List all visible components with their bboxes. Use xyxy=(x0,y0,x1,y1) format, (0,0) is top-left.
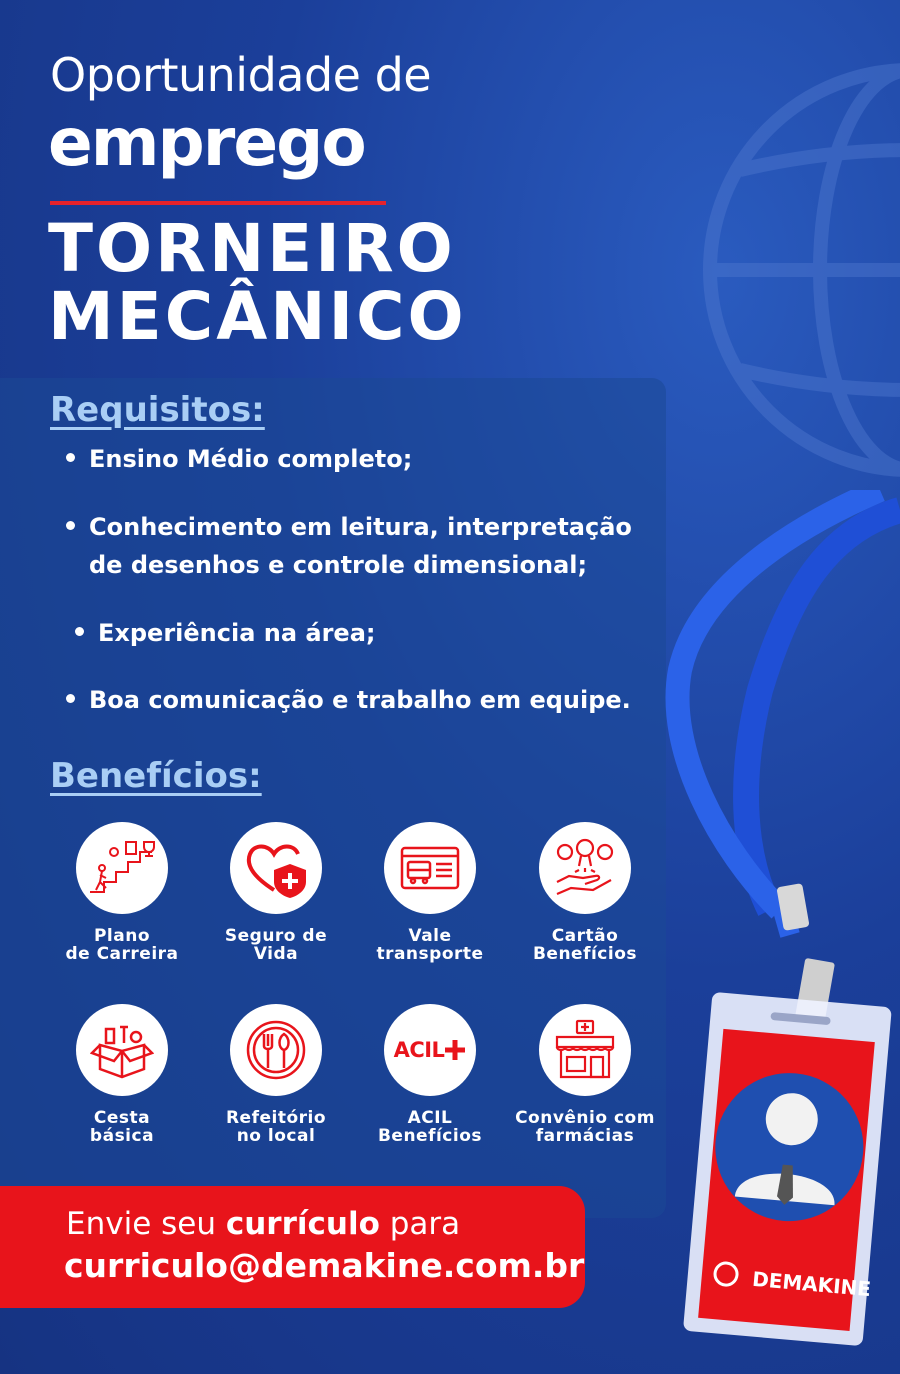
benefit-item xyxy=(355,822,505,963)
heading-line2: emprego xyxy=(48,104,365,181)
id-badge-lanyard-icon xyxy=(640,490,900,1374)
benefits-title: Benefícios: xyxy=(50,756,262,796)
benefit-label: Refeitório no local xyxy=(225,1108,327,1146)
career-stairs-icon xyxy=(76,822,168,914)
bus-ticket-icon xyxy=(384,822,476,914)
benefit-item xyxy=(47,822,197,963)
job-title-line1: TORNEIRO xyxy=(48,210,456,287)
acil-logo-icon: ACIL xyxy=(384,1004,476,1096)
benefit-label: Cartão Benefícios xyxy=(532,926,638,964)
requirement-item: Conhecimento em leitura, interpretação de desenhos e controle dimensional; xyxy=(66,508,632,584)
plate-cutlery-icon xyxy=(230,1004,322,1096)
cta-text: Envie seu currículo para xyxy=(66,1206,461,1242)
cta-email[interactable]: curriculo@demakine.com.br xyxy=(64,1246,585,1285)
job-title-line2: MECÂNICO xyxy=(48,278,467,355)
requirement-item: Boa comunicação e trabalho em equipe. xyxy=(66,681,631,719)
bullet-dot xyxy=(66,521,75,530)
grocery-box-icon xyxy=(76,1004,168,1096)
requirement-item: Ensino Médio completo; xyxy=(66,440,412,478)
benefit-label: Plano de Carreira xyxy=(65,926,179,964)
bullet-dot xyxy=(66,453,75,462)
benefit-item xyxy=(510,1004,660,1145)
hand-coins-icon xyxy=(539,822,631,914)
benefit-label: Convênio com farmácias xyxy=(515,1108,655,1146)
pharmacy-icon xyxy=(539,1004,631,1096)
badge-brand: DEMAKINE xyxy=(751,1266,872,1302)
benefit-item xyxy=(47,1004,197,1145)
benefit-label: Vale transporte xyxy=(376,926,484,964)
benefit-item xyxy=(355,1004,505,1145)
benefit-item xyxy=(201,1004,351,1145)
heart-shield-icon xyxy=(230,822,322,914)
globe-watermark-icon xyxy=(680,40,900,500)
job-title xyxy=(48,210,467,355)
benefit-item xyxy=(201,822,351,963)
requirements-title: Requisitos: xyxy=(50,390,265,430)
heading-line1: Oportunidade de xyxy=(50,48,432,102)
benefit-item xyxy=(510,822,660,963)
requirement-item: Experiência na área; xyxy=(75,614,376,652)
benefit-label: ACIL Benefícios xyxy=(377,1108,483,1146)
benefit-label: Cesta básica xyxy=(89,1108,155,1146)
divider xyxy=(50,201,386,205)
bullet-dot xyxy=(66,694,75,703)
benefit-label: Seguro de Vida xyxy=(224,926,328,964)
bullet-dot xyxy=(75,627,84,636)
